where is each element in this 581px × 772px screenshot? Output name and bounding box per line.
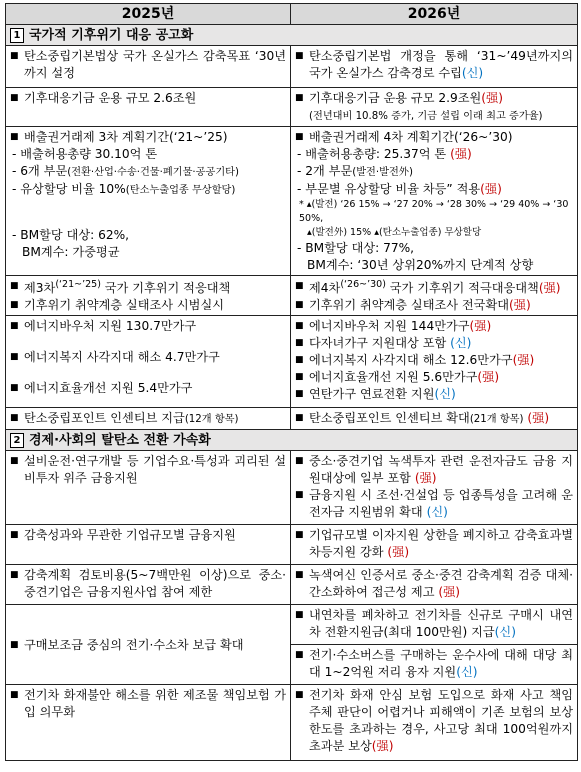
bullet-icon: ■ [295, 132, 304, 142]
table-row: ■ 기후대응기금 운용 규모 2.6조원 ■ 기후대응기금 운용 규모 2.9조원(强) (전년대비 10.8% 증가, 기금 설립 이래 최고 증가율) [6, 88, 578, 127]
bullet-icon: ■ [10, 383, 19, 394]
bullet-icon: ■ [295, 93, 304, 103]
strengthen-tag: (强) [481, 91, 503, 105]
bullet-icon: ■ [295, 610, 304, 621]
bullet-icon: ■ [10, 132, 19, 142]
new-tag: (신) [461, 66, 484, 80]
table-row: ■ 구매보조금 중심의 전기·수소차 보급 확대 ■ 내연차를 폐차하고 전기차를 신규로 구매시 내연차 전환지원금(최대 100만원) 지급(신) [6, 605, 578, 645]
bullet-icon: ■ [10, 93, 19, 103]
table-row: ■ 탄소중립기본법상 국가 온실가스 감축목표 ‘30년까지 설정 ■ 탄소중립기본법 개정을 통해 ‘31~’49년까지의 국가 온실가스 감축경로 수립(신) [6, 46, 578, 88]
bullet-icon: ■ [295, 690, 304, 701]
bullet-icon: ■ [10, 690, 19, 701]
bullet-icon: ■ [10, 51, 19, 61]
bullet-icon: ■ [295, 300, 304, 311]
section-1-title: 1 국가적 기후위기 대응 공고화 [6, 25, 578, 46]
bullet-icon: ■ [295, 355, 304, 366]
bullet-icon: ■ [295, 530, 304, 541]
bullet-icon: ■ [10, 639, 19, 650]
bullet-icon: ■ [10, 570, 19, 581]
table-row: ■ 감축계획 검토비용(5~7백만원 이상)으로 중소·중견기업은 금융지원사업 참여 제한 ■ 녹색여신 인증서로 중소·중견 감축계획 검증 대체·간소화하여 접근성 제고 (强) [6, 565, 578, 605]
table-row: ■ 탄소중립포인트 인센티브 지급(12개 항목) ■ 탄소중립포인트 인센티브 확대(21개 항목) (强) [6, 408, 578, 430]
bullet-icon: ■ [295, 570, 304, 581]
section-number-box: 1 [10, 28, 24, 43]
bullet-icon: ■ [295, 51, 304, 61]
bullet-icon: ■ [10, 352, 19, 363]
bullet-icon: ■ [295, 372, 304, 383]
bullet-icon: ■ [10, 413, 19, 424]
bullet-icon: ■ [295, 490, 304, 501]
table-row: ■ 제3차$^{(‘21\sim’25)}$ 국가 기후위기 적응대책 ■ 기후위기 취약계층 실태조사 시범실시 ■ 제4차$^{(‘26\sim’30)}$ 국가 기후위기 적극대응대책(强) ■ 기후위기 취약계층 실태조사 전국확대(强) [6, 276, 578, 316]
bullet-icon: ■ [10, 281, 19, 291]
policy-comparison-table [5, 3, 578, 761]
bullet-icon: ■ [295, 281, 304, 291]
header-row [6, 4, 578, 25]
bullet-icon: ■ [295, 321, 304, 332]
bullet-icon: ■ [295, 650, 304, 661]
bullet-icon: ■ [295, 338, 304, 349]
table-row: ■ 전기·수소버스를 구매하는 운수사에 대해 대당 최대 1~2억원 저리 융자 지원(신) [6, 645, 578, 685]
table-row: ■ 전기차 화재불안 해소를 위한 제조물 책임보험 가입 의무화 ■ 전기차 화재 안심 보험 도입으로 화재 사고 책임 주체 판단이 어렵거나 피해액이 기존 보험의 보상한도를 초과하는 경우, 사고당 최대 100억원까지 초과분 보상(强) [6, 685, 578, 761]
table-row: ■ 배출권거래제 3차 계획기간(‘21~’25) - 배출허용총량 30.10억 톤 - 6개 부문(전환·산업·수송·건물·폐기물·공공기타) - 유상할당 비율 10%(탄소누출업종 무상할당) - BM할당 대상: 62%, BM계수: 가중평균 ■ 배출권거래제 4차 계획기간(‘26~’30) - 배출허용총량: 25.37억 톤 (强) - 2개 부문(발전·발전外) - 부문별 유상할당 비율 차등” 적용(强) * ▴(발전) ‘26 15% → ‘27 20% → ‘28 30% → ‘29 40% → ‘30 50%, ▴(발전外) 15% ▴(탄소누출업종) 무상할당 - BM할당 대상: 77%, BM계수: ‘30년 상위20%까지 단계적 상향 [6, 127, 578, 276]
section-1-row [6, 25, 578, 46]
bullet-icon: ■ [295, 456, 304, 467]
bullet-icon: ■ [10, 300, 19, 311]
bullet-icon: ■ [10, 456, 19, 467]
table-row: ■ 설비운전·연구개발 등 기업수요·특성과 괴리된 설비투자 위주 금융지원 ■ 중소·중견기업 녹색투자 관련 운전자금도 금융 지원대상에 일부 포함 (强) ■ 금융지원 시 조선·건설업 등 업종특성을 고려해 운전자금 지원범위 확대 (신) [6, 451, 578, 525]
header-2025: 2025년 [6, 4, 291, 25]
bullet-icon: ■ [10, 321, 19, 332]
section-2-row [6, 430, 578, 451]
table-row: ■ 감축성과와 무관한 기업규모별 금융지원 ■ 기업규모별 이자지원 상한을 폐지하고 감축효과별 차등지원 강화 (强) [6, 525, 578, 565]
section-number-box: 2 [10, 433, 24, 448]
bullet-icon: ■ [295, 413, 304, 424]
bullet-icon: ■ [10, 530, 19, 541]
bullet-icon: ■ [295, 389, 304, 400]
header-2026: 2026년 [291, 4, 578, 25]
section-2-title: 2 경제·사회의 탈탄소 전환 가속화 [6, 430, 578, 451]
table-row: ■ 에너지바우처 지원 130.7만가구 ■ 에너지복지 사각지대 해소 4.7만가구 ■ 에너지효율개선 지원 5.4만가구 ■ 에너지바우처 지원 144만가구(强) ■ 다자녀가구 지원대상 포함 (신) ■ 에너지복지 사각지대 해소 12.6만가구(强) ■ 에너지효율개선 지원 5.6만가구(强) ■ 연탄가구 연료전환 지원(신) [6, 316, 578, 408]
